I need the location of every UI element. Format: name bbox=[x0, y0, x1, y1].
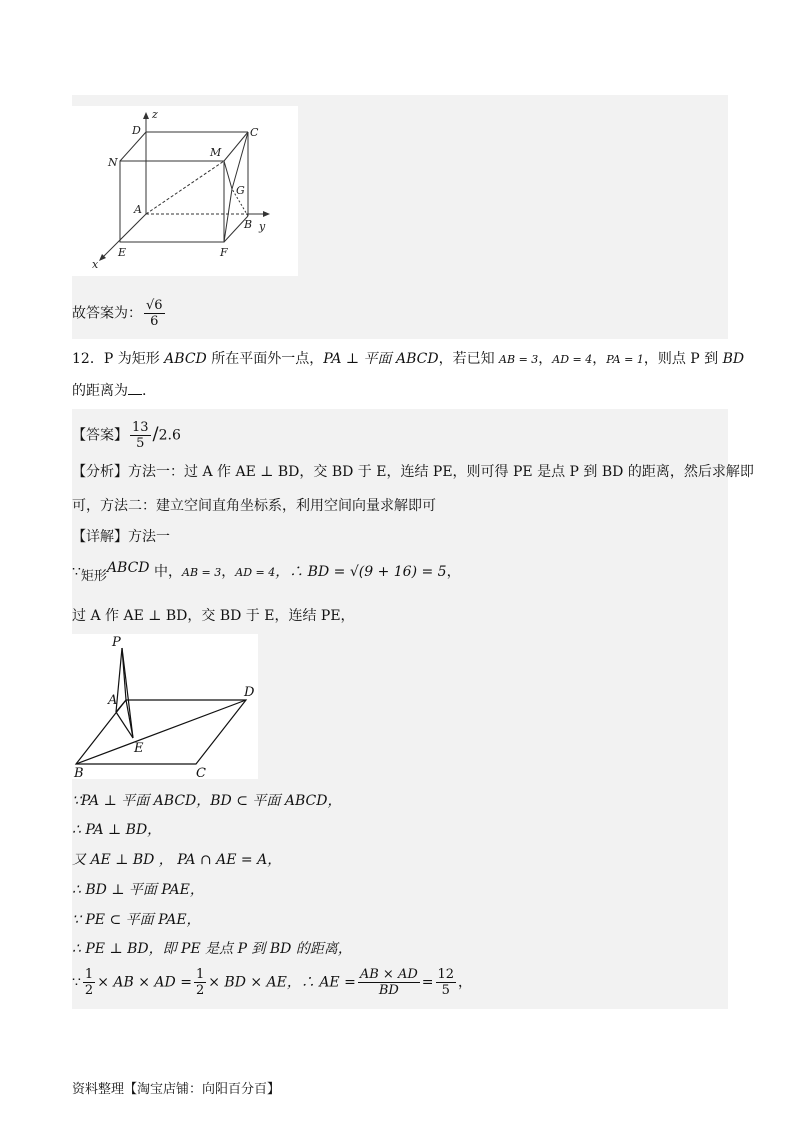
answer-decimal: 2.6 bbox=[158, 427, 181, 444]
q12-text: 的距离为 bbox=[72, 383, 128, 399]
q12-text: ，若已知 bbox=[438, 351, 500, 367]
pyramid-diagram bbox=[72, 634, 258, 779]
label-M: M bbox=[210, 146, 222, 159]
detail-ab: AB = 3 bbox=[182, 566, 222, 579]
figure-cuboid bbox=[72, 106, 298, 276]
fraction-denominator: 5 bbox=[441, 983, 450, 998]
q12-text: ，则点 P 到 bbox=[643, 351, 723, 367]
detail-text: 中， bbox=[149, 564, 182, 580]
previous-answer bbox=[72, 298, 167, 329]
label-A: A bbox=[134, 203, 142, 216]
proof-line4 bbox=[72, 880, 204, 900]
q12-pa: PA = 1 bbox=[606, 353, 644, 366]
fraction-denominator: 5 bbox=[136, 436, 145, 451]
q12-tail: . bbox=[142, 383, 147, 399]
answer-line bbox=[72, 420, 181, 451]
label-A: A bbox=[108, 693, 118, 708]
half-fraction bbox=[194, 967, 206, 998]
detail-text: 矩形 bbox=[80, 569, 107, 584]
q12-pa-perp: PA ⊥ 平面 bbox=[323, 351, 396, 367]
analysis-label: 【分析】 bbox=[72, 464, 128, 480]
fraction-numerator: AB × AD bbox=[359, 967, 418, 982]
proof-line7 bbox=[72, 967, 472, 998]
fraction-numerator: 1 bbox=[84, 967, 94, 982]
q12-sep: ， bbox=[538, 351, 553, 367]
answer-label: 【答案】 bbox=[72, 427, 128, 444]
detail-sep: ， bbox=[446, 564, 461, 580]
detail-method: 方法一 bbox=[128, 529, 170, 545]
label-E: E bbox=[118, 246, 127, 259]
label-G: G bbox=[236, 184, 245, 197]
detail-heading bbox=[72, 527, 170, 547]
proof-line6 bbox=[72, 939, 352, 959]
q12-abcd: ABCD bbox=[395, 351, 439, 367]
proof-line2 bbox=[72, 820, 161, 840]
fraction-denominator: 2 bbox=[84, 983, 94, 998]
fraction-numerator: √6 bbox=[146, 298, 163, 313]
q12-ad: AD = 4 bbox=[552, 353, 593, 366]
label-E: E bbox=[134, 741, 144, 756]
fraction-numerator: 1 bbox=[195, 967, 205, 982]
equals-sign: = bbox=[421, 974, 434, 991]
previous-answer-prefix: 故答案为： bbox=[72, 305, 142, 322]
fraction-denominator: 2 bbox=[195, 983, 205, 998]
detail-step1 bbox=[72, 562, 461, 583]
proof-text: ∴ BD ⊥ 平面 PAE， bbox=[72, 882, 204, 898]
analysis-text: 方法一：过 A 作 AE ⊥ BD，交 BD 于 E，连结 PE，则可得 PE 是点 P 到 BD 的距离，然后求解即 bbox=[128, 464, 754, 480]
question-12-line1 bbox=[72, 349, 744, 370]
ae-value-fraction bbox=[436, 967, 457, 998]
because-symbol: ∵ bbox=[72, 564, 81, 580]
detail-ad: AD = 4 bbox=[235, 566, 276, 579]
proof-line3 bbox=[72, 850, 281, 870]
detail-bd-value: ，∴ BD = √(9 + 16) = 5 bbox=[275, 564, 447, 580]
question-number: 12． bbox=[72, 351, 104, 367]
proof-line1 bbox=[72, 791, 341, 811]
q12-text: P 为矩形 bbox=[103, 351, 165, 367]
analysis-text: 可，方法二：建立空间直角坐标系，利用空间向量求解即可 bbox=[72, 498, 436, 514]
fraction-numerator: 12 bbox=[437, 967, 455, 982]
label-y: y bbox=[259, 220, 266, 233]
label-D: D bbox=[244, 685, 255, 700]
question-12-line2 bbox=[72, 380, 146, 401]
because-symbol: ∵ bbox=[72, 974, 81, 991]
previous-answer-fraction bbox=[144, 298, 165, 329]
label-x: x bbox=[92, 258, 99, 271]
label-C: C bbox=[196, 766, 206, 779]
detail-step2 bbox=[72, 606, 355, 626]
label-C: C bbox=[250, 126, 259, 139]
fraction-denominator: BD bbox=[378, 983, 399, 998]
proof-text: ∵ PE ⊂ 平面 PAE， bbox=[72, 912, 201, 928]
proof-text: ，∴ AE = bbox=[286, 974, 356, 991]
analysis-line2 bbox=[72, 496, 436, 516]
proof-text: ∴ PE ⊥ BD，即 PE 是点 P 到 BD 的距离， bbox=[72, 941, 352, 957]
label-P: P bbox=[112, 635, 121, 650]
proof-text: × AB × AD = bbox=[97, 974, 192, 991]
proof-text: ∴ PA ⊥ BD， bbox=[72, 822, 162, 838]
label-z: z bbox=[152, 108, 158, 121]
q12-abcd: ABCD bbox=[164, 351, 207, 367]
label-D: D bbox=[132, 124, 141, 137]
proof-text: ∵PA ⊥ 平面 ABCD，BD ⊂ 平面 ABCD， bbox=[72, 793, 342, 809]
ae-fraction bbox=[358, 967, 420, 998]
q12-text: 所在平面外一点， bbox=[206, 351, 324, 367]
analysis-line1 bbox=[72, 462, 754, 482]
detail-text: 过 A 作 AE ⊥ BD，交 BD 于 E，连结 PE， bbox=[72, 608, 355, 624]
answer-slash: / bbox=[152, 423, 159, 445]
answer-fraction bbox=[130, 420, 151, 451]
figure-pyramid bbox=[72, 634, 258, 779]
answer-blank bbox=[128, 380, 142, 395]
detail-label: 【详解】 bbox=[72, 529, 128, 545]
q12-ab: AB = 3 bbox=[499, 353, 539, 366]
detail-sep: ， bbox=[221, 564, 236, 580]
q12-bd: BD bbox=[722, 351, 745, 367]
half-fraction bbox=[83, 967, 95, 998]
label-B: B bbox=[74, 766, 84, 779]
detail-abcd: ABCD bbox=[106, 560, 150, 576]
proof-text: 又 AE ⊥ BD ， PA ∩ AE = A， bbox=[72, 852, 282, 868]
footer-source: 资料整理【淘宝店铺：向阳百分百】 bbox=[72, 1082, 281, 1097]
label-F: F bbox=[220, 246, 228, 259]
label-B: B bbox=[244, 218, 253, 231]
label-N: N bbox=[108, 156, 118, 169]
q12-sep: ， bbox=[592, 351, 607, 367]
cuboid-diagram bbox=[72, 106, 298, 276]
proof-sep: ， bbox=[458, 974, 473, 991]
proof-text: × BD × AE bbox=[208, 974, 287, 991]
fraction-denominator: 6 bbox=[150, 314, 159, 329]
fraction-numerator: 13 bbox=[132, 420, 149, 435]
proof-line5 bbox=[72, 910, 201, 930]
